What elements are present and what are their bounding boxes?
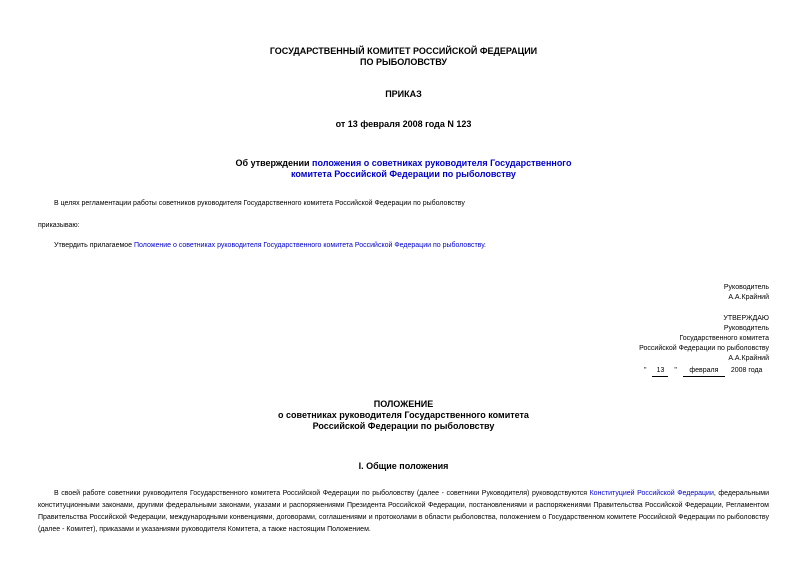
order-subject-prefix: Об утверждении	[235, 158, 313, 168]
approval-date-quote-close: "	[674, 367, 677, 374]
approval-date-day: 13	[652, 366, 668, 377]
order-date: от 13 февраля 2008 года N 123	[335, 119, 472, 129]
approval-line3: Российской Федерации по рыболовству	[639, 345, 769, 352]
section-1-text-prefix: В своей работе советники руководителя Государственного комитета Российской Федерации по рыболовству (далее - советники Руководителя) руководствуются	[54, 490, 590, 497]
approval-line1: Руководитель	[723, 325, 769, 332]
section-1-title: I. Общие положения	[358, 461, 449, 471]
regulation-link-title[interactable]: положения о советниках руководителя Государственного	[312, 158, 572, 168]
committee-name	[0, 46, 807, 68]
order-subject	[0, 158, 807, 180]
approval-name: А.А.Крайний	[728, 355, 769, 362]
signature-role: Руководитель	[723, 284, 769, 291]
approval-date-month: февраля	[683, 366, 725, 377]
regulation-title-line2: Российской Федерации по рыболовству	[312, 421, 495, 431]
body-paragraph-3-prefix: Утвердить прилагаемое	[54, 242, 135, 249]
signature-name: А.А.Крайний	[728, 294, 769, 301]
body-paragraph-1: В целях регламентации работы советников руководителя Государственного комитета Российской Федерации по рыболовству	[54, 200, 465, 207]
body-paragraph-2: приказываю:	[38, 222, 80, 229]
order-subject-line1	[0, 158, 807, 169]
signature-block	[724, 283, 769, 303]
regulation-title-block	[0, 399, 807, 432]
approval-date-quote-open: "	[644, 367, 647, 374]
regulation-link[interactable]: Положение о советниках руководителя Государственного комитета Российской Федерации по рыболовству	[134, 242, 485, 249]
approval-line2: Государственного комитета	[679, 335, 769, 342]
approval-date	[644, 366, 762, 377]
regulation-title: ПОЛОЖЕНИЕ	[373, 399, 434, 409]
body-paragraph-3-suffix: .	[484, 242, 486, 249]
order-title: ПРИКАЗ	[385, 89, 422, 99]
regulation-link-title-line2[interactable]: комитета Российской Федерации по рыболовству	[291, 169, 516, 179]
approval-block	[639, 314, 769, 364]
section-1-paragraph	[38, 488, 769, 536]
body-paragraph-3	[54, 241, 486, 251]
approval-approve: УТВЕРЖДАЮ	[723, 315, 769, 322]
approval-date-year: 2008 года	[730, 367, 763, 374]
committee-name-line1: ГОСУДАРСТВЕННЫЙ КОМИТЕТ РОССИЙСКОЙ ФЕДЕРАЦИИ	[269, 46, 538, 56]
constitution-link[interactable]: Конституцией Российской Федерации	[589, 490, 714, 497]
committee-name-line2: ПО РЫБОЛОВСТВУ	[359, 57, 448, 67]
regulation-title-line1: о советниках руководителя Государственного комитета	[278, 410, 529, 420]
section-1-text-suffix: , федеральными конституционными законами, другими федеральными законами, указами и распоряжениями Президента Российской Федерации, постановлениями и распоряжениями Правительства Российской Федерации, Регламентом Правительства Российской Федерации, международными конвенциями, договорами, соглашениями и протоколами в области рыболовства, положением о Государственном комитете Российской Федерации по рыболовству (далее - Комитет), приказами и указаниями руководителя Комитета, а также настоящим Положением.	[38, 490, 769, 533]
